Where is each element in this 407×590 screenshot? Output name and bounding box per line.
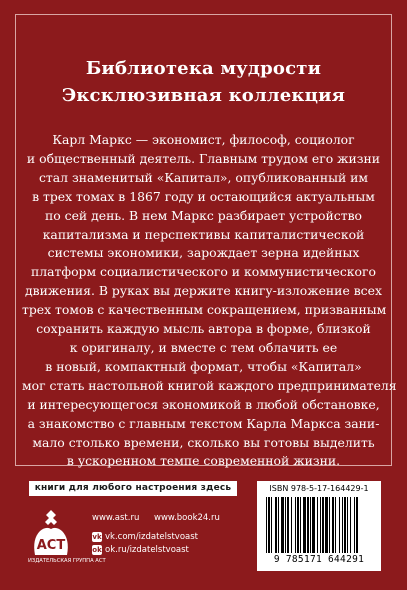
description-line: мало столько времени, сколько вы готовы выделить (32, 434, 375, 450)
collection-subtitle: Эксклюзивная коллекция (61, 85, 346, 106)
description-line: в трех томах в 1867 году и остающийся актуальным (32, 188, 375, 204)
description-line: в новый, компактный формат, чтобы «Капитал» (45, 358, 362, 374)
barcode-bar (322, 497, 324, 553)
barcode-bar (329, 497, 330, 553)
description-line: в ускоренном темпе современной жизни. (66, 453, 341, 469)
barcode-bar (335, 497, 336, 553)
barcode-bar (271, 497, 272, 553)
barcode-bar (356, 497, 358, 553)
barcode-bar (266, 497, 267, 553)
barcode-bar (275, 497, 277, 553)
series-title: Библиотека мудрости (85, 58, 322, 79)
description-line: капитализма и перспективы капиталистической (42, 226, 365, 242)
ast-logo (30, 509, 72, 557)
barcode-bar (278, 497, 279, 553)
barcode-bar (320, 497, 321, 553)
ok-link[interactable]: ok.ru/izdatelstvoast (105, 545, 189, 555)
vk-link[interactable]: vk.com/izdatelstvoast (105, 532, 198, 542)
description-line: Карл Маркс — экономист, философ, социолог (52, 132, 355, 147)
barcode-bar (332, 497, 334, 553)
description-line: и общественный деятель. Главным трудом его жизни (26, 150, 381, 166)
svg-text:ACT: ACT (36, 538, 66, 553)
publisher-caption: ИЗДАТЕЛЬСКАЯ ГРУППА АСТ (28, 558, 106, 564)
barcode-bar (347, 497, 348, 553)
barcode (266, 497, 372, 553)
isbn-digits: 9 785171 644291 (273, 554, 365, 565)
book-description (22, 131, 397, 471)
barcode-bar (354, 497, 355, 553)
barcode-bar (297, 497, 299, 553)
description-line: к оригиналу, и вместе с тем облачить ее (69, 339, 338, 355)
site-link-ast[interactable]: www.ast.ru (92, 513, 140, 523)
description-line: по сей день. В нем Маркс разбирает устройство (44, 207, 362, 223)
barcode-bar (268, 497, 270, 553)
vk-icon: vk (92, 532, 102, 541)
site-link-book24[interactable]: www.book24.ru (154, 513, 220, 523)
description-line: а знакомство с главным текстом Карла Маркса зани- (27, 415, 380, 431)
barcode-bar (317, 497, 318, 553)
description-line: сохранить каждую мысль автора в форме, близкой (36, 321, 371, 337)
barcode-bar (291, 497, 292, 553)
barcode-panel (257, 481, 381, 571)
barcode-bar (339, 497, 340, 553)
barcode-bar (303, 497, 306, 553)
barcode-bar (285, 497, 286, 553)
barcode-bar (342, 497, 343, 553)
barcode-bar (281, 497, 284, 553)
ok-icon: ok (92, 545, 102, 554)
barcode-bar (350, 497, 351, 553)
barcode-bar (344, 497, 346, 553)
barcode-bar (312, 497, 315, 553)
barcode-bar (287, 497, 289, 553)
description-line: движения. В руках вы держите книгу-изложение всех (25, 283, 382, 299)
description-line: системы экономики, зарождает зерна идейных (47, 245, 360, 261)
description-line: и интересующегося экономикой в любой обстановке, (27, 396, 380, 412)
barcode-bar (307, 497, 309, 553)
description-line: платформ социалистического и коммунистического (31, 264, 376, 280)
barcode-bar (325, 497, 328, 553)
description-line: стал знаменитый «Капитал», опубликованный им (38, 169, 369, 185)
barcode-bar (295, 497, 296, 553)
slogan-strip: книги для любого настроения здесь (29, 481, 237, 496)
isbn-label: ISBN 978-5-17-164429-1 (269, 484, 369, 493)
description-line: мог стать настольной книгой каждого предпринимателя (22, 377, 397, 393)
description-line: трех томов с качественным сокращением, призванным (22, 302, 387, 318)
barcode-bar (310, 497, 311, 553)
barcode-bar (300, 497, 301, 553)
